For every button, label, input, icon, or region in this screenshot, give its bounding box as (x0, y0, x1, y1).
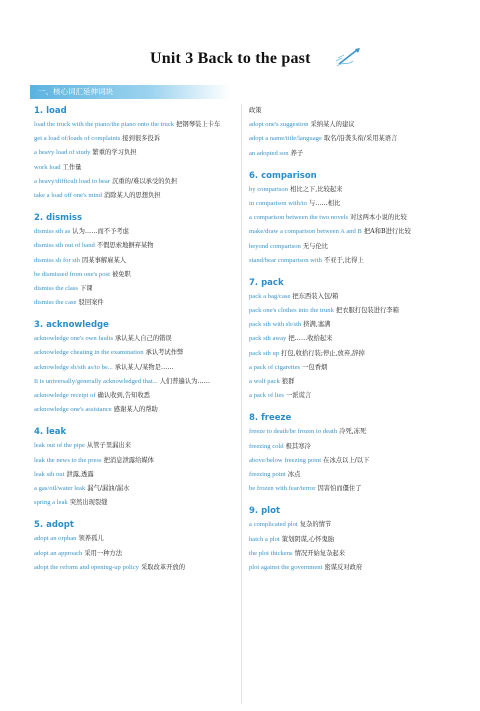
phrase-chinese: 复杂的情节 (299, 521, 332, 529)
entry-heading: 1. load (34, 106, 67, 116)
phrase-chinese: 把钢琴装上卡车 (176, 121, 221, 128)
phrase-english: be dismissed from one's post (34, 270, 110, 278)
phrase-chinese: 不亚于,比得上 (323, 256, 364, 264)
phrase-english: in comparison with/to (249, 199, 307, 207)
phrase-english: make/draw a comparison between A and B (249, 228, 362, 236)
phrase-chinese: 狼群 (281, 378, 295, 385)
phrase-line (34, 239, 239, 253)
phrase-chinese: 把东西装入包/箱 (292, 292, 339, 300)
phrase-english: a pack of lies (249, 392, 284, 400)
phrase-chinese: 策划阴谋,心怀鬼胎 (281, 535, 335, 543)
entry-heading: 5. adopt (34, 520, 74, 531)
phrase-english: acknowledge receipt of (34, 392, 96, 399)
phrase-line (249, 533, 454, 547)
phrase-chinese: 沉重的/难以承受的负担 (112, 177, 178, 185)
phrase-line (34, 403, 239, 417)
phrase-line (249, 225, 454, 239)
entry-heading: 4. leak (34, 427, 67, 438)
phrase-chinese: 把……收拾起来 (288, 335, 333, 343)
phrase-line (249, 132, 454, 146)
phrase-chinese: 一派谎言 (285, 392, 312, 400)
phrase-english: plot against the government (249, 563, 323, 571)
entry-heading: 6. comparison (249, 170, 317, 181)
phrase-chinese: 密谋反对政府 (324, 563, 363, 571)
phrase-english: leak sth out (34, 470, 65, 478)
phrase-chinese: 对这两本小说的比较 (350, 214, 407, 222)
phrase-line (249, 375, 454, 389)
left-column (34, 104, 239, 575)
phrase-chinese: 确认收到,告知收悉 (97, 392, 150, 399)
phrase-english: adopt the reform and opening-up policy (34, 563, 139, 571)
phrase-english: work load (34, 163, 61, 171)
phrase-chinese: 从管子里漏出来 (86, 442, 131, 450)
phrase-chinese: 消除某人的思想负担 (103, 191, 161, 199)
phrase-chinese: 政策 (249, 107, 262, 114)
phrase-chinese: 承认某人/某物是…… (114, 363, 174, 371)
phrase-line (249, 254, 454, 268)
phrase-chinese: 与……相比 (308, 199, 341, 207)
phrase-line (34, 254, 239, 268)
phrase-english: acknowledge one's own faults (34, 335, 114, 343)
phrase-line (34, 118, 239, 132)
phrase-english: leak the news to the press (34, 456, 102, 464)
phrase-english: by comparison (249, 185, 289, 193)
phrase-line (249, 468, 454, 482)
phrase-line (34, 132, 239, 146)
phrase-line (34, 282, 239, 296)
phrase-english: spring a leak (34, 499, 68, 507)
entry-heading: 8. freeze (249, 413, 292, 424)
phrase-english: get a load of/loads of complaints (34, 135, 121, 143)
phrase-chinese: 泄露,透露 (66, 470, 94, 478)
phrase-chinese: 把A和B进行比较 (363, 228, 411, 236)
phrase-line (34, 561, 239, 575)
phrase-english: acknowledge cheating in the examination (34, 349, 144, 357)
phrase-english: adopt an approach (34, 549, 83, 557)
phrase-chinese: 在冰点以上/以下 (323, 456, 370, 464)
phrase-chinese: 挤满,塞满 (303, 321, 331, 329)
phrase-chinese: 工作量 (62, 163, 82, 171)
phrase-line (34, 296, 239, 310)
phrase-chinese: 认为……而不予考虑 (72, 228, 129, 236)
phrase-english: a heavy load of study (34, 149, 91, 157)
phrase-english: the plot thickens (249, 549, 293, 557)
phrase-english: dismiss sb for sth (34, 256, 80, 264)
phrase-english: pack one's clothes into the trunk (249, 307, 334, 315)
phrase-english: a pack of cigarettes (249, 363, 301, 371)
phrase-line (249, 361, 454, 375)
phrase-chinese: 领养孤儿 (78, 535, 104, 543)
phrase-chinese: 接到很多投诉 (122, 135, 161, 143)
phrase-english: pack sth away (249, 335, 287, 343)
section-banner (30, 85, 230, 99)
phrase-line (249, 454, 454, 468)
phrase-chinese: 采取改革开放的 (140, 563, 186, 571)
phrase-chinese: 漏气/漏油/漏水 (87, 484, 130, 492)
phrase-english: freeze to death/be frozen to death (249, 428, 338, 436)
unit-title-row (0, 48, 480, 74)
phrase-line (34, 161, 239, 175)
phrase-english: stand/bear comparison with (249, 256, 322, 264)
phrase-chinese: 繁重的学习负担 (92, 149, 137, 157)
phrase-line (34, 482, 239, 496)
column-divider (241, 104, 242, 704)
phrase-english: freezing cold (249, 442, 284, 450)
phrase-line (34, 189, 239, 203)
phrase-chinese: 承认某人自己的错误 (115, 335, 172, 343)
phrase-line (249, 118, 454, 132)
phrase-english: pack sth with sb/sth (249, 321, 302, 329)
phrase-line (249, 197, 454, 211)
phrase-english: beyond comparison (249, 242, 301, 250)
phrase-chinese: 取名/沿袭头衔/采用某语言 (323, 135, 398, 143)
phrase-line (249, 318, 454, 332)
phrase-chinese: 无与伦比 (302, 242, 329, 250)
phrase-english: adopt one's suggestion (249, 121, 309, 129)
phrase-line (249, 482, 454, 496)
phrase-line (249, 389, 454, 403)
phrase-chinese: 相比之下,比较起来 (290, 185, 343, 193)
phrase-line (34, 389, 239, 403)
phrase-english: dismiss sth out of hand (34, 242, 95, 250)
phrase-line (249, 183, 454, 197)
phrase-line (249, 290, 454, 304)
phrase-english: dismiss the class (34, 284, 78, 292)
phrase-english: leak out of the pipe (34, 442, 85, 450)
phrase-english: hatch a plot (249, 535, 280, 543)
entry-heading: 7. pack (249, 277, 284, 288)
phrase-chinese: 冷死,冻死 (339, 428, 367, 436)
phrase-english: a complicated plot (249, 521, 298, 529)
phrase-chinese: 承认考试作弊 (145, 349, 184, 357)
phrase-english: a heavy/difficult load to bear (34, 177, 111, 185)
phrase-chinese: 因害怕而僵住了 (317, 485, 362, 493)
phrase-chinese: 不假思索地摒弃某物 (96, 242, 154, 250)
phrase-chinese: 冰点 (287, 470, 301, 478)
phrase-english: dismiss sth as (34, 228, 71, 236)
phrase-line (34, 175, 239, 189)
phrase-english: take a load off one's mind (34, 191, 102, 199)
phrase-english: dismiss the case (34, 299, 77, 307)
entry-heading: 9. plot (249, 506, 281, 517)
phrase-line (34, 468, 239, 482)
phrase-line (34, 454, 239, 468)
phrase-english: adopt a name/title/language (249, 135, 322, 143)
phrase-line (249, 211, 454, 225)
phrase-line (34, 375, 239, 389)
phrase-english: adopt an orphan (34, 535, 77, 543)
phrase-english: acknowledge sb/sth as/to be... (34, 363, 113, 371)
phrase-english: above/below freezing point (249, 456, 322, 464)
phrase-line (34, 268, 239, 282)
phrase-line (34, 332, 239, 346)
phrase-english: pack a bag/case (249, 292, 291, 300)
phrase-chinese: 情况开始复杂起来 (294, 549, 345, 557)
phrase-line (249, 104, 454, 118)
phrase-line (249, 561, 454, 575)
phrase-chinese: 极其寒冷 (285, 442, 311, 450)
phrase-line (34, 361, 239, 375)
unit-title: Unit 3 Back to the past (150, 50, 311, 67)
phrase-line (249, 304, 454, 318)
phrase-line (249, 425, 454, 439)
phrase-english: a comparison between the two novels (249, 214, 349, 222)
phrase-chinese: 一包香烟 (302, 363, 328, 371)
phrase-chinese: 被免职 (111, 270, 131, 278)
entry-heading: 2. dismiss (34, 213, 83, 224)
phrase-english: a wolf pack (249, 378, 280, 385)
phrase-line (249, 332, 454, 346)
phrase-chinese: 采纳某人的建议 (310, 121, 355, 129)
phrase-chinese: 打包,收拾行装;停止,放弃,辞掉 (281, 349, 365, 357)
phrase-chinese: 下课 (79, 284, 93, 292)
section-banner-label: 一、核心词汇延伸词块 (38, 87, 113, 96)
phrase-english: load the truck with the piano/the piano onto the truck (34, 121, 175, 128)
phrase-chinese: 养子 (290, 149, 304, 157)
phrase-english: pack sth up (249, 349, 280, 357)
phrase-line (249, 440, 454, 454)
phrase-chinese: 人们普遍认为…… (159, 377, 210, 385)
phrase-chinese: 把衣服打包装进行李箱 (335, 307, 399, 315)
phrase-line (249, 147, 454, 161)
phrase-line (34, 547, 239, 561)
phrase-line (34, 346, 239, 360)
phrase-english: be frozen with fear/terror (249, 485, 316, 493)
phrase-english: acknowledge one's assistance (34, 406, 112, 414)
phrase-line (249, 518, 454, 532)
phrase-english: freezing point (249, 470, 286, 478)
phrase-chinese: 感谢某人的帮助 (113, 406, 158, 414)
phrase-line (34, 146, 239, 160)
phrase-english: an adopted son (249, 149, 289, 157)
phrase-line (34, 532, 239, 546)
phrase-english: It is universally/generally acknowledged that... (34, 377, 158, 385)
phrase-english: a gas/oil/water leak (34, 484, 86, 492)
phrase-line (34, 225, 239, 239)
phrase-chinese: 突然出现裂缝 (69, 499, 108, 507)
phrase-chinese: 驳回案件 (78, 299, 104, 307)
phrase-line (249, 347, 454, 361)
phrase-line (249, 547, 454, 561)
entry-heading: 3. acknowledge (34, 320, 109, 331)
phrase-line (34, 496, 239, 510)
phrase-chinese: 因某事解雇某人 (82, 256, 127, 264)
phrase-line (34, 439, 239, 453)
pen-decoration-icon (335, 46, 363, 68)
phrase-chinese: 采用一种方法 (84, 549, 123, 557)
phrase-chinese: 把消息泄露给媒体 (103, 456, 154, 464)
phrase-line (249, 240, 454, 254)
right-column (249, 104, 454, 575)
